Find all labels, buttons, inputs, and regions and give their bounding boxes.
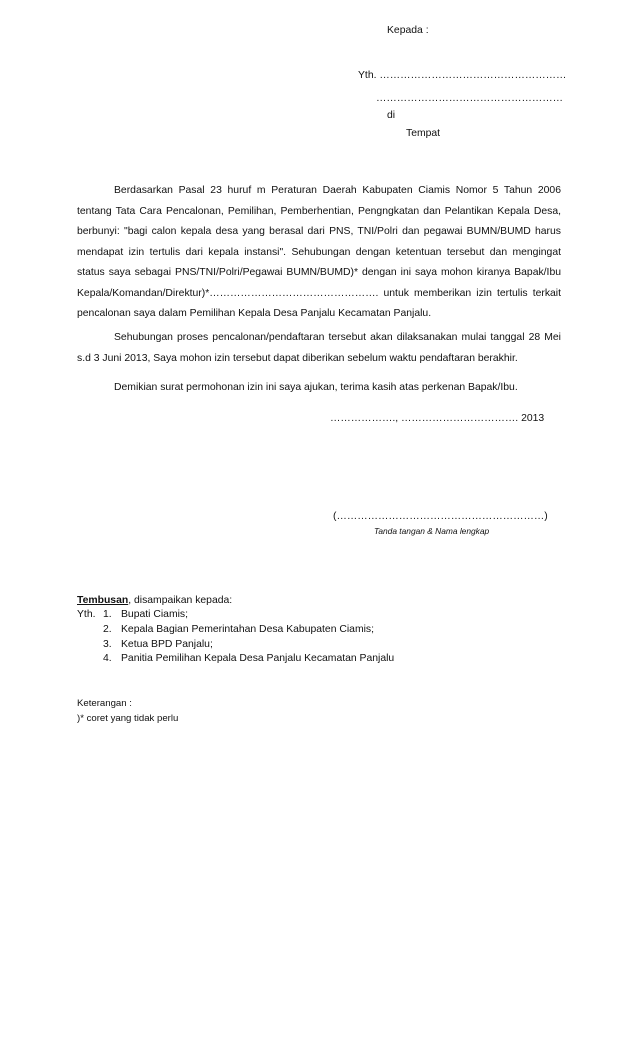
signature-line: (……………………………………………………) bbox=[333, 511, 548, 522]
tembusan-heading-rest: , disampaikan kepada: bbox=[128, 595, 233, 606]
recipient-line-2: ……………………………………………… bbox=[376, 93, 564, 104]
cc-item bbox=[77, 638, 213, 652]
paragraph-line: pencalonan saya dalam Pemilihan Kepala Desa Panjalu Kecamatan Panjalu. bbox=[77, 308, 432, 319]
paragraph-line: berbunyi: "bagi calon kepala desa yang berasal dari PNS, TNI/Polri dan pegawai BUMN/BUMD harus bbox=[77, 226, 561, 237]
keterangan-title: Keterangan : bbox=[77, 698, 132, 709]
paragraph-line: tentang Tata Cara Pencalonan, Pemilihan, Pemberhentian, Pengngkatan dan Pelantikan Kepala Desa, bbox=[77, 205, 561, 217]
cc-text: Ketua BPD Panjalu; bbox=[121, 639, 213, 650]
kepada-label: Kepada : bbox=[387, 25, 429, 36]
recipient-line: Yth. ……………………………………………… bbox=[358, 70, 567, 81]
cc-text: Bupati Ciamis; bbox=[121, 609, 188, 620]
cc-text: Kepala Bagian Pemerintahan Desa Kabupaten Ciamis; bbox=[121, 624, 374, 635]
signature-caption: Tanda tangan & Nama lengkap bbox=[374, 526, 490, 536]
cc-item bbox=[77, 652, 394, 666]
cc-number: 2. bbox=[103, 624, 112, 635]
cc-number: 4. bbox=[103, 653, 112, 664]
paragraph-line: mendapat izin tertulis dari kepala instansi". Sehubungan dengan ketentuan tersebut dan mengingat bbox=[77, 246, 561, 258]
paragraph-line: Berdasarkan Pasal 23 huruf m Peraturan Daerah Kabupaten Ciamis Nomor 5 Tahun 2006 bbox=[114, 185, 561, 196]
di-label: di bbox=[387, 110, 396, 121]
paragraph-line: Sehubungan proses pencalonan/pendaftaran tersebut akan dilaksanakan mulai tanggal 28 Mei bbox=[114, 332, 561, 343]
tembusan-heading: Tembusan bbox=[77, 595, 129, 606]
tembusan-title bbox=[77, 595, 232, 606]
paragraph-line: status saya sebagai PNS/TNI/Polri/Pegawai BUMN/BUMD)* dengan ini saya mohon kiranya Bapak/Ibu bbox=[77, 267, 561, 278]
paragraph-schedule bbox=[77, 328, 561, 369]
cc-number: 1. bbox=[103, 609, 112, 620]
date-line: ………………., ……………………………. 2013 bbox=[330, 413, 545, 424]
paragraph-legal-basis bbox=[77, 181, 561, 325]
paragraph-line: Kepala/Komandan/Direktur)*…………………………………………. untuk memberikan izin tertulis terkait bbox=[77, 287, 561, 299]
tempat-label: Tempat bbox=[406, 128, 441, 139]
cc-prefix: Yth. bbox=[77, 609, 96, 620]
paragraph-closing: Demikian surat permohonan izin ini saya ajukan, terima kasih atas perkenan Bapak/Ibu. bbox=[114, 382, 518, 393]
cc-number: 3. bbox=[103, 639, 112, 650]
cc-item bbox=[77, 608, 188, 622]
cc-text: Panitia Pemilihan Kepala Desa Panjalu Kecamatan Panjalu bbox=[121, 653, 395, 664]
cc-item bbox=[77, 623, 374, 637]
paragraph-line: s.d 3 Juni 2013, Saya mohon izin tersebut dapat diberikan sebelum waktu pendaftaran berakhir. bbox=[77, 352, 518, 364]
keterangan-note: )* coret yang tidak perlu bbox=[77, 713, 179, 724]
